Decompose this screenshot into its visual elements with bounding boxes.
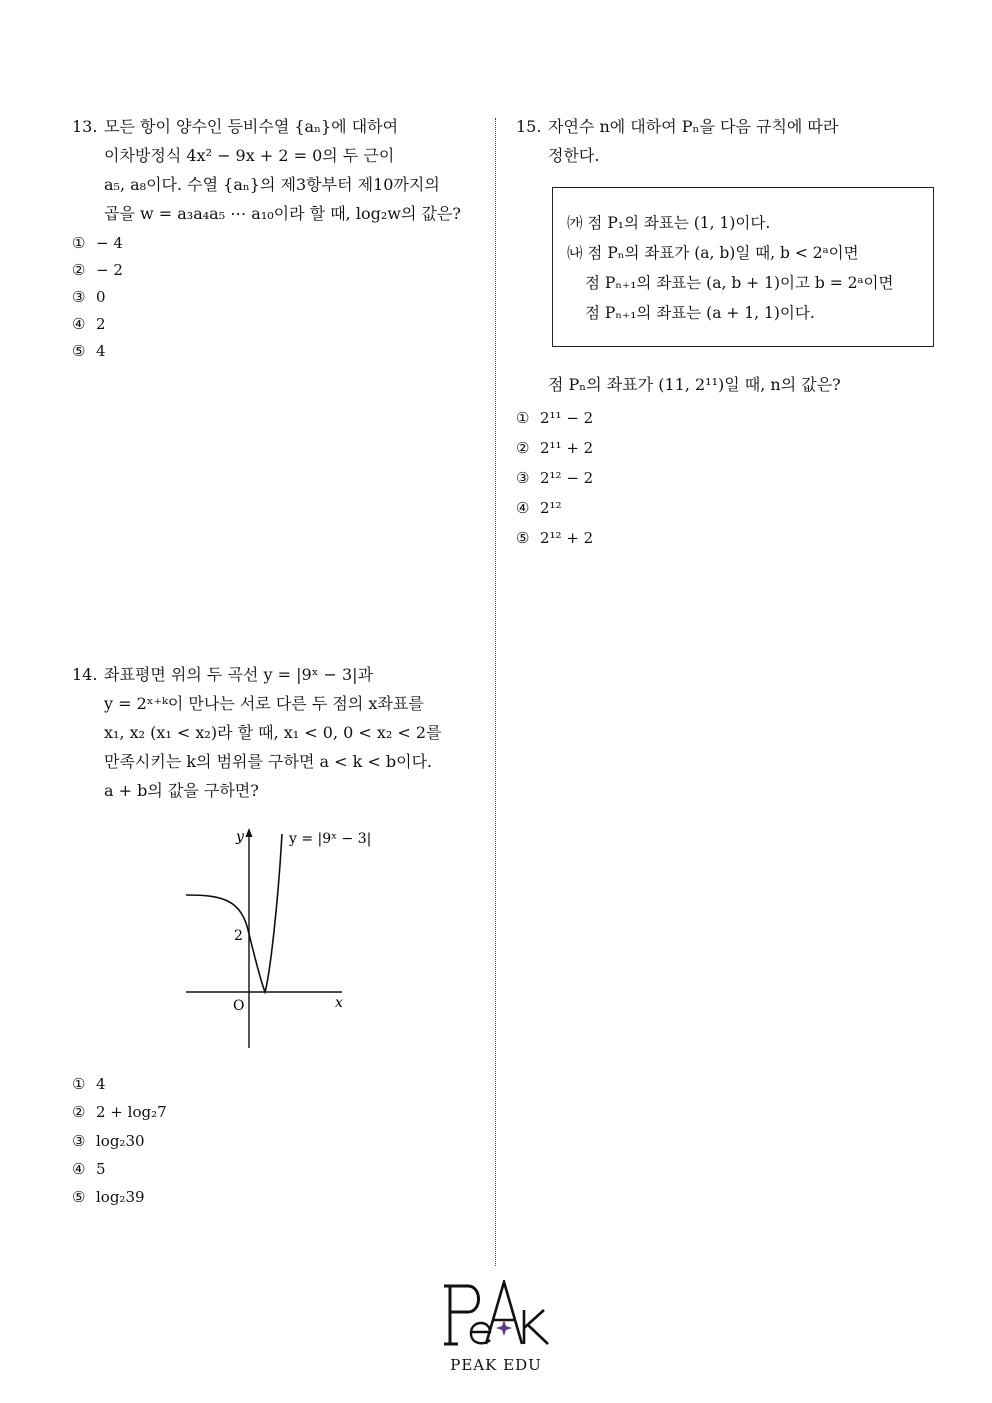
question-14-options: [72, 1071, 472, 1212]
question-number: 15.: [516, 117, 542, 136]
question-14: [72, 660, 472, 805]
question-13: [72, 112, 472, 365]
option-5[interactable]: ⑤ 2¹² + 2: [516, 529, 594, 547]
option-2[interactable]: ② 2¹¹ + 2: [516, 439, 594, 457]
question-13-line-4: 곱을 w = a₃a₄a₅ ⋯ a₁₀이라 할 때, log₂w의 값은?: [104, 204, 461, 223]
question-14-line-3: x₁, x₂ (x₁ < x₂)라 할 때, x₁ < 0, 0 < x₂ < 2를: [104, 723, 442, 742]
option-3[interactable]: ③ log₂30: [72, 1132, 145, 1150]
option-4[interactable]: ④ 2: [72, 315, 106, 333]
option-1[interactable]: ① − 4: [72, 234, 123, 252]
option-2[interactable]: ② − 2: [72, 261, 123, 279]
option-3[interactable]: ③ 2¹² − 2: [516, 469, 594, 487]
rule-na-cont-2: 점 Pₙ₊₁의 좌표는 (a + 1, 1)이다.: [585, 304, 815, 322]
question-15-prompt: [516, 370, 946, 553]
question-15-options: [516, 403, 946, 553]
rule-na: ㈏ 점 Pₙ의 좌표가 (a, b)일 때, b < 2ᵃ이면: [567, 244, 859, 262]
option-4[interactable]: ④ 2¹²: [516, 499, 562, 517]
question-14-line-2: y = 2ˣ⁺ᵏ이 만나는 서로 다른 두 점의 x좌표를: [104, 694, 424, 713]
question-15-line-1: 15. 자연수 n에 대하여 Pₙ을 다음 규칙에 따라: [516, 112, 946, 141]
question-15: [516, 112, 946, 170]
option-5[interactable]: ⑤ 4: [72, 342, 106, 360]
y-axis-arrow: [246, 828, 253, 837]
curve-abs-9x-minus-3: [186, 834, 282, 992]
curve-label: y = |9ˣ − 3|: [289, 831, 372, 847]
y-axis-label: y: [236, 829, 244, 845]
question-14-graph: [182, 824, 382, 1064]
option-4[interactable]: ④ 5: [72, 1160, 106, 1178]
option-5[interactable]: ⑤ log₂39: [72, 1188, 145, 1206]
logo-caption: PEAK EDU: [450, 1356, 542, 1374]
peak-edu-logo: [440, 1280, 552, 1374]
rule-na-cont-1: 점 Pₙ₊₁의 좌표는 (a, b + 1)이고 b = 2ᵃ이면: [585, 274, 894, 292]
y-tick-label: 2: [234, 928, 243, 944]
rules-box: [552, 187, 934, 347]
rule-ga: ㈎ 점 P₁의 좌표는 (1, 1)이다.: [567, 214, 771, 232]
question-15-line-2: 정한다.: [548, 146, 600, 165]
column-divider: [495, 118, 496, 1266]
question-number: 14.: [72, 665, 98, 684]
question-13-line-3: a₅, a₈이다. 수열 {aₙ}의 제3항부터 제10까지의: [104, 175, 440, 194]
question-14-line-4: 만족시키는 k의 범위를 구하면 a < k < b이다.: [104, 752, 433, 771]
origin-label: O: [233, 998, 245, 1014]
question-15-question: 점 Pₙ의 좌표가 (11, 2¹¹)일 때, n의 값은?: [548, 375, 841, 394]
question-13-options: [72, 230, 472, 365]
question-number: 13.: [72, 117, 98, 136]
option-2[interactable]: ② 2 + log₂7: [72, 1103, 167, 1121]
option-1[interactable]: ① 4: [72, 1075, 106, 1093]
option-1[interactable]: ① 2¹¹ − 2: [516, 409, 594, 427]
x-axis-label: x: [335, 995, 343, 1011]
question-14-line-5: a + b의 값을 구하면?: [104, 781, 259, 800]
question-13-line-1: 13. 모든 항이 양수인 등비수열 {aₙ}에 대하여: [72, 112, 472, 141]
question-13-line-2: 이차방정식 4x² − 9x + 2 = 0의 두 근이: [104, 146, 395, 165]
peak-logo-mark: [440, 1280, 552, 1350]
question-14-line-1: 14. 좌표평면 위의 두 곡선 y = |9ˣ − 3|과: [72, 660, 472, 689]
option-3[interactable]: ③ 0: [72, 288, 106, 306]
